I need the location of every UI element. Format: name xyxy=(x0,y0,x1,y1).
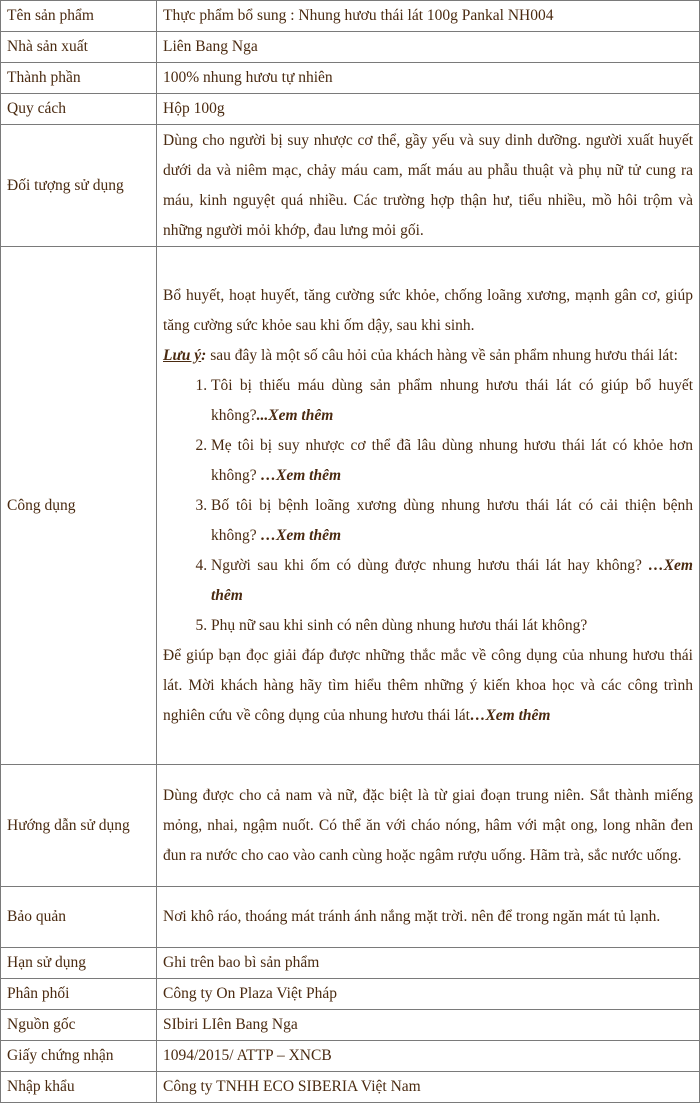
row-label: Hướng dẫn sử dụng xyxy=(1,765,157,887)
table-row xyxy=(1,1041,700,1072)
uses-intro: Bổ huyết, hoạt huyết, tăng cường sức khỏe, chống loãng xương, mạnh gân cơ, giúp tăng cường sức khỏe sau khi ốm dậy, sau khi sinh. xyxy=(163,286,693,334)
row-label: Hạn sử dụng xyxy=(1,948,157,979)
row-label: Quy cách xyxy=(1,94,157,125)
see-more-link[interactable]: ...Xem thêm xyxy=(256,406,334,424)
row-value: Nơi khô ráo, thoáng mát tránh ánh nắng mặt trời. nên để trong ngăn mát tủ lạnh. xyxy=(157,887,700,948)
note-text: sau đây là một số câu hỏi của khách hàng về sản phẩm nhung hươu thái lát: xyxy=(206,346,678,364)
row-value: Thực phẩm bổ sung : Nhung hươu thái lát 100g Pankal NH004 xyxy=(157,1,700,32)
table-row xyxy=(1,765,700,887)
row-label: Thành phần xyxy=(1,63,157,94)
row-value: Công ty TNHH ECO SIBERIA Việt Nam xyxy=(157,1072,700,1103)
see-more-link[interactable]: …Xem thêm xyxy=(260,466,342,484)
question-text: Người sau khi ốm có dùng được nhung hươu thái lát hay không? xyxy=(211,556,649,574)
row-value: SIbiri LIên Bang Nga xyxy=(157,1010,700,1041)
row-label: Giấy chứng nhận xyxy=(1,1041,157,1072)
row-value: Ghi trên bao bì sản phẩm xyxy=(157,948,700,979)
table-row xyxy=(1,1010,700,1041)
table-row xyxy=(1,948,700,979)
row-value: Dùng được cho cả nam và nữ, đặc biệt là từ giai đoạn trung niên. Sắt thành miếng mỏng, nhai, ngậm nuốt. Có thể ăn với cháo nóng, hâm với mật ong, long nhãn đen đun ra nước cho cao vào canh cùng hoặc ngâm rượu uống. Hãm trà, sắc nước uống. xyxy=(157,765,700,887)
table-row xyxy=(1,32,700,63)
question-text: Phụ nữ sau khi sinh có nên dùng nhung hươu thái lát không? xyxy=(211,616,588,634)
see-more-link[interactable]: …Xem thêm xyxy=(211,556,693,604)
table-row xyxy=(1,887,700,948)
uses-note xyxy=(163,341,693,371)
row-label: Phân phối xyxy=(1,979,157,1010)
row-value: 1094/2015/ ATTP – XNCB xyxy=(157,1041,700,1072)
list-item xyxy=(211,491,693,551)
question-text: Mẹ tôi bị suy nhược cơ thể đã lâu dùng nhung hươu thái lát có khỏe hơn không? xyxy=(211,436,693,484)
question-list xyxy=(163,371,693,641)
question-text: Bố tôi bị bệnh loãng xương dùng nhung hươu thái lát có cải thiện bệnh không? xyxy=(211,496,693,544)
table-row xyxy=(1,979,700,1010)
row-value: 100% nhung hươu tự nhiên xyxy=(157,63,700,94)
row-value: Hộp 100g xyxy=(157,94,700,125)
note-label: Lưu ý xyxy=(163,346,202,364)
list-item xyxy=(211,431,693,491)
row-label: Bảo quản xyxy=(1,887,157,948)
uses-outro xyxy=(163,641,693,731)
table-row xyxy=(1,125,700,247)
table-row xyxy=(1,247,700,765)
row-value-uses xyxy=(157,247,700,765)
row-value: Dùng cho người bị suy nhược cơ thể, gầy yếu và suy dinh dưỡng. người xuất huyết dưới da và niêm mạc, chảy máu cam, mất máu au phẫu thuật và phụ nữ tử cung ra máu, kinh nguyệt quá nhiều. Các trường hợp thận hư, tiểu nhiều, mồ hôi trộm và những người mỏi khớp, đau lưng mỏi gối. xyxy=(157,125,700,247)
row-label: Nhà sản xuất xyxy=(1,32,157,63)
list-item xyxy=(211,611,693,641)
row-value: Liên Bang Nga xyxy=(157,32,700,63)
row-label: Nhập khẩu xyxy=(1,1072,157,1103)
table-row xyxy=(1,1,700,32)
list-item xyxy=(211,371,693,431)
note-colon: : xyxy=(201,346,207,364)
see-more-link[interactable]: …Xem thêm xyxy=(469,706,551,724)
row-label: Nguồn gốc xyxy=(1,1010,157,1041)
row-value: Công ty On Plaza Việt Pháp xyxy=(157,979,700,1010)
question-text: Tôi bị thiếu máu dùng sản phẩm nhung hươu thái lát có giúp bổ huyết không? xyxy=(211,376,693,424)
see-more-link[interactable]: …Xem thêm xyxy=(260,526,342,544)
row-label: Đối tượng sử dụng xyxy=(1,125,157,247)
row-label: Công dụng xyxy=(1,247,157,765)
outro-text: Để giúp bạn đọc giải đáp được những thắc mắc về công dụng của nhung hươu thái lát. Mời khách hàng hãy tìm hiểu thêm những ý kiến khoa học và các công trình nghiên cứu về công dụng của nhung hươu thái lát xyxy=(163,646,693,724)
list-item xyxy=(211,551,693,611)
table-row xyxy=(1,94,700,125)
row-label: Tên sản phẩm xyxy=(1,1,157,32)
table-row xyxy=(1,63,700,94)
